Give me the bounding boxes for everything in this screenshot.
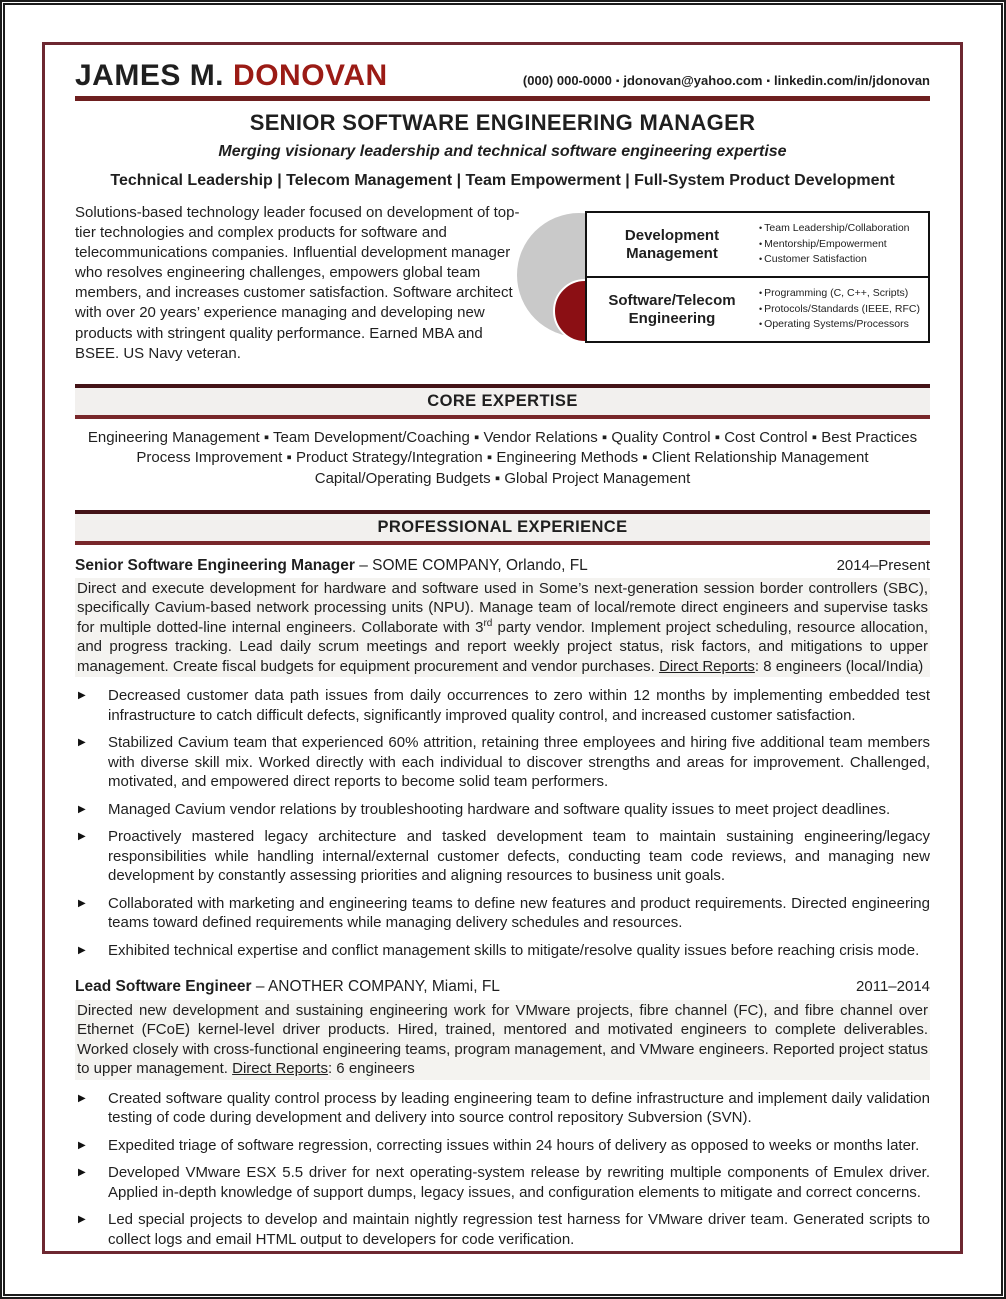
core-expertise-list <box>75 428 930 490</box>
matrix-row-label: Software/Telecom Engineering <box>608 292 736 327</box>
job-bullet-list <box>75 1089 930 1250</box>
contact-email: jdonovan@yahoo.com <box>623 73 763 88</box>
matrix-items <box>757 221 928 268</box>
triangle-bullet-icon: ▶ <box>78 944 86 956</box>
bullet-item <box>75 941 930 961</box>
job-dates: 2011–2014 <box>856 978 930 996</box>
direct-reports-label: Direct Reports <box>659 657 755 675</box>
bullet-text: Collaborated with marketing and engineering teams to define new features and product requirements. Directed engineering teams toward defined requirements while managing delivery schedules and resources. <box>108 894 930 932</box>
job-title-line <box>75 977 500 997</box>
bullet-text: Developed VMware ESX 5.5 driver for next operating-system release by rewriting multiple components of Emulex driver. Applied in-depth knowledge of support dumps, legacy issues, and configuration elements to mitigate and correct concerns. <box>108 1164 930 1201</box>
ordinal-superscript: rd <box>483 617 493 629</box>
resume-title: SENIOR SOFTWARE ENGINEERING MANAGER <box>249 110 756 135</box>
job-company: – ANOTHER COMPANY, Miami, FL <box>251 978 500 996</box>
contact-linkedin: linkedin.com/in/jdonovan <box>773 73 930 88</box>
square-separator-icon: ▪ <box>766 76 770 87</box>
bullet-item <box>75 800 930 820</box>
job-summary-text: Directed new development and sustaining engineering work for VMware projects, fibre channel (FC), and fibre channel over Ethernet (FCoE) kernel-level driver products. Hired, trained, mentored and motivated engineers to complete deliverables. Worked closely with cross-functional engineering teams, program management, and VMware engineers. Reported project status to upper management. <box>77 1001 928 1078</box>
page-inner-border <box>42 42 963 1254</box>
square-separator-icon: ▪ <box>615 76 620 87</box>
job-summary-text: : 8 engineers (local/India) <box>754 657 924 675</box>
resume-tagline: Merging visionary leadership and technical software engineering expertise <box>218 143 787 160</box>
matrix-row-software-telecom <box>587 278 928 341</box>
matrix-item <box>759 221 928 237</box>
bullet-text: Expedited triage of software regression, correcting issues within 24 hours of delivery as opposed to weeks or months later. <box>108 1136 920 1154</box>
job-title: Lead Software Engineer <box>75 978 252 996</box>
job-header <box>75 977 930 997</box>
core-expertise-line: Capital/Operating Budgets ▪ Global Project Management <box>314 470 691 488</box>
job-company: – SOME COMPANY, Orlando, FL <box>354 556 588 574</box>
headline-skills: Technical Leadership | Telecom Management | Team Empowerment | Full-System Product Development <box>110 172 895 189</box>
core-expertise-line: Process Improvement ▪ Product Strategy/Integration ▪ Engineering Methods ▪ Client Relationship Management <box>136 449 869 467</box>
matrix-item-text: Customer Satisfaction <box>764 253 867 266</box>
matrix-item-text: Mentorship/Empowerment <box>764 237 887 250</box>
header-divider <box>75 96 930 101</box>
bullet-item <box>75 1089 930 1128</box>
summary-section <box>75 203 930 364</box>
dot-bullet-icon: • <box>759 319 763 330</box>
bullet-text: Created software quality control process by leading engineering team to define infrastructure and implement daily validation testing of code during development and delivery into source control repository Subversion (SVN). <box>108 1089 930 1127</box>
matrix-item <box>759 317 928 333</box>
triangle-bullet-icon: ▶ <box>78 1139 86 1151</box>
core-expertise-line: Engineering Management ▪ Team Development/Coaching ▪ Vendor Relations ▪ Quality Control ▪ Cost Control ▪ Best Practices <box>87 428 918 446</box>
job-title-line <box>75 556 588 576</box>
job-summary-text: party vendor. Implement project scheduling, resource allocation, and progress tracking. Lead daily scrum meetings and report weekly project status, risk factors, and mitigations to upper management. Create fiscal budgets for equipment procurement and vendor purchases. <box>77 618 929 675</box>
job-title: Senior Software Engineering Manager <box>75 556 355 574</box>
job-entry-lead-software-engineer <box>75 977 930 1249</box>
bullet-item <box>75 894 930 933</box>
candidate-name-last: DONOVAN <box>233 59 388 92</box>
dot-bullet-icon: • <box>759 303 763 314</box>
contact-line <box>523 73 930 91</box>
triangle-bullet-icon: ▶ <box>78 897 86 909</box>
job-summary <box>75 1000 930 1080</box>
matrix-item <box>759 286 928 302</box>
skills-graphic <box>523 203 930 353</box>
matrix-items <box>757 286 928 333</box>
triangle-bullet-icon: ▶ <box>78 690 86 702</box>
section-heading-core-expertise: CORE EXPERTISE <box>75 384 930 419</box>
triangle-bullet-icon: ▶ <box>78 1167 86 1179</box>
triangle-bullet-icon: ▶ <box>78 803 86 815</box>
matrix-row-development-management <box>587 213 928 278</box>
matrix-item-text: Programming (C, C++, Scripts) <box>764 286 909 299</box>
candidate-name <box>75 61 388 91</box>
matrix-item-text: Team Leadership/Collaboration <box>764 221 910 234</box>
bullet-item <box>75 1210 930 1249</box>
matrix-item <box>759 252 928 268</box>
resume-content <box>45 45 960 1249</box>
job-dates: 2014–Present <box>836 556 930 574</box>
skills-matrix <box>585 211 930 343</box>
contact-phone: (000) 000-0000 <box>522 73 612 88</box>
dot-bullet-icon: • <box>759 222 763 233</box>
bullet-text: Managed Cavium vendor relations by troubleshooting hardware and software quality issues to meet project deadlines. <box>108 800 891 818</box>
job-summary-text: Direct and execute development for hardware and software used in Some’s next-generation session border controllers (SBC), specifically Cavium-based network processing units (NPU). Manage team of local/remote direct engineers and supervise tasks for multiple dotted-line internal engineers. Collaborate with 3 <box>77 579 928 636</box>
job-entry-senior-software-engineering-manager <box>75 556 930 961</box>
dot-bullet-icon: • <box>759 254 763 265</box>
bullet-text: Decreased customer data path issues from daily occurrences to zero within 12 months by implementing embedded test infrastructure to catch difficult defects, significantly improved quality control, and increased customer satisfaction. <box>108 687 930 724</box>
job-summary-text: : 6 engineers <box>327 1060 415 1078</box>
matrix-item-text: Protocols/Standards (IEEE, RFC) <box>764 302 920 315</box>
triangle-bullet-icon: ▶ <box>78 1214 86 1226</box>
bullet-text: Led special projects to develop and maintain nightly regression test harness for VMware driver team. Generated scripts to collect logs and email HTML output to developers for code verification. <box>108 1211 930 1248</box>
bullet-item <box>75 1163 930 1202</box>
bullet-item <box>75 733 930 792</box>
dot-bullet-icon: • <box>759 238 763 249</box>
candidate-name-first: JAMES M. <box>75 59 225 92</box>
matrix-row-label: Development Management <box>624 227 720 262</box>
header <box>75 61 930 91</box>
section-heading-professional-experience: PROFESSIONAL EXPERIENCE <box>75 510 930 545</box>
triangle-bullet-icon: ▶ <box>78 737 86 749</box>
job-summary <box>75 578 930 678</box>
bullet-item <box>75 827 930 886</box>
matrix-item-text: Operating Systems/Processors <box>764 318 909 331</box>
triangle-bullet-icon: ▶ <box>78 831 86 843</box>
bullet-text: Stabilized Cavium team that experienced 60% attrition, retaining three employees and hiring five additional team members with diverse skill mix. Worked directly with each individual to discover strengths and areas for improvement. Challenged, motivated, and empowered direct reports to become solid team performers. <box>108 734 930 791</box>
dot-bullet-icon: • <box>759 287 763 298</box>
triangle-bullet-icon: ▶ <box>78 1092 86 1104</box>
bullet-text: Exhibited technical expertise and conflict management skills to mitigate/resolve quality issues before reaching crisis mode. <box>108 941 920 959</box>
job-bullet-list <box>75 686 930 960</box>
matrix-item <box>759 302 928 318</box>
job-header <box>75 556 930 576</box>
direct-reports-label: Direct Reports <box>232 1060 328 1078</box>
bullet-item <box>75 1136 930 1156</box>
summary-paragraph: Solutions-based technology leader focused on development of top-tier technologies and complex products for software and telecommunications companies. Influential development manager who resolves engineering challenges, empowers global team members, and increases customer satisfaction. Software architect with over 20 years’ experience managing and developing new products with stringent quality performance. Earned MBA and BSEE. US Navy veteran. <box>75 204 520 362</box>
bullet-item <box>75 686 930 725</box>
bullet-text: Proactively mastered legacy architecture and tasked development team to maintain sustaining engineering/legacy responsibilities while handling internal/external customer defects, conducting team code reviews, and managing new development by constantly assessing priorities and aligning resources to business unit goals. <box>108 828 930 885</box>
matrix-item <box>759 237 928 253</box>
